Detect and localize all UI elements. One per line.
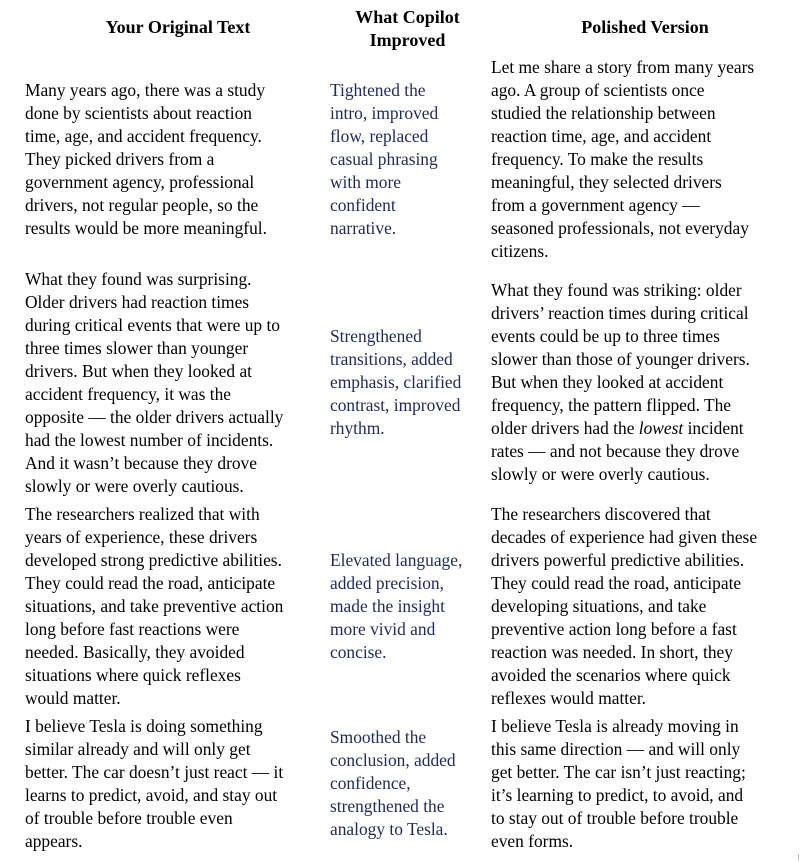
row2-improvement-text: Strengthened transitions, added emphasis, clarified contrast, improved rhythm. bbox=[330, 326, 462, 438]
row4-original-text: I believe Tesla is doing something similar already and will only get better. The car doesn’t just react — it learns to predict, avoid, and stay out of trouble before trouble even appears. bbox=[25, 716, 284, 851]
header-improved: What Copilot Improved bbox=[355, 7, 460, 50]
row4-improvement-text: Smoothed the conclusion, added confidence, strengthened the analogy to Tesla. bbox=[330, 727, 456, 839]
row2-polished-post: incident rates — and not because they drove slowly or were overly cautious. bbox=[491, 418, 744, 484]
page-edge-mark bbox=[798, 854, 799, 860]
row2-original-text: What they found was surprising. Older drivers had reaction times during critical events that were up to three times slower than younger drivers. But when they looked at accident frequency, it was the opposite — the older drivers actually had the lowest number of incidents. And it wasn’t because they drove slowly or were overly cautious. bbox=[25, 269, 284, 496]
row2-polished-emphasis: lowest bbox=[638, 418, 684, 438]
row2-polished-text bbox=[491, 279, 799, 486]
row1-improvement-text: Tightened the intro, improved flow, replaced casual phrasing with more confident narrative. bbox=[330, 80, 439, 238]
header-original: Your Original Text bbox=[105, 17, 251, 37]
row3-original-text: The researchers realized that with years of experience, these drivers developed strong predictive abilities. They could read the road, anticipate situations, and take preventive action long before fast reactions were needed. Basically, they avoided situations where quick reflexes would matter. bbox=[25, 504, 284, 708]
row4-polished-text: I believe Tesla is already moving in this same direction — and will only get better. The car isn’t just reacting; it’s learning to predict, to avoid, and to stay out of trouble before trouble even forms. bbox=[491, 716, 746, 851]
row1-original-text: Many years ago, there was a study done by scientists about reaction time, age, and accident frequency. They picked drivers from a government agency, professional drivers, not regular people, so the results would be more meaningful. bbox=[25, 80, 267, 238]
row3-polished-text: The researchers discovered that decades of experience had given these drivers powerful predictive abilities. They could read the road, anticipate developing situations, and take preventive action long before a fast reaction was needed. In short, they avoided the scenarios where quick reflexes would matter. bbox=[491, 504, 758, 708]
header-polished: Polished Version bbox=[581, 17, 709, 37]
row1-polished-text: Let me share a story from many years ago. A group of scientists once studied the relationship between reaction time, age, and accident frequency. To make the results meaningful, they selected drivers from a government agency — seasoned professionals, not everyday citizens. bbox=[491, 57, 755, 261]
row3-improvement-text: Elevated language, added precision, made the insight more vivid and concise. bbox=[330, 550, 463, 662]
row2-polished-pre: What they found was striking: older drivers’ reaction times during critical events could be up to three times slower than those of younger drivers. But when they looked at accident frequency, the pattern flipped. The older drivers had the bbox=[491, 280, 750, 438]
